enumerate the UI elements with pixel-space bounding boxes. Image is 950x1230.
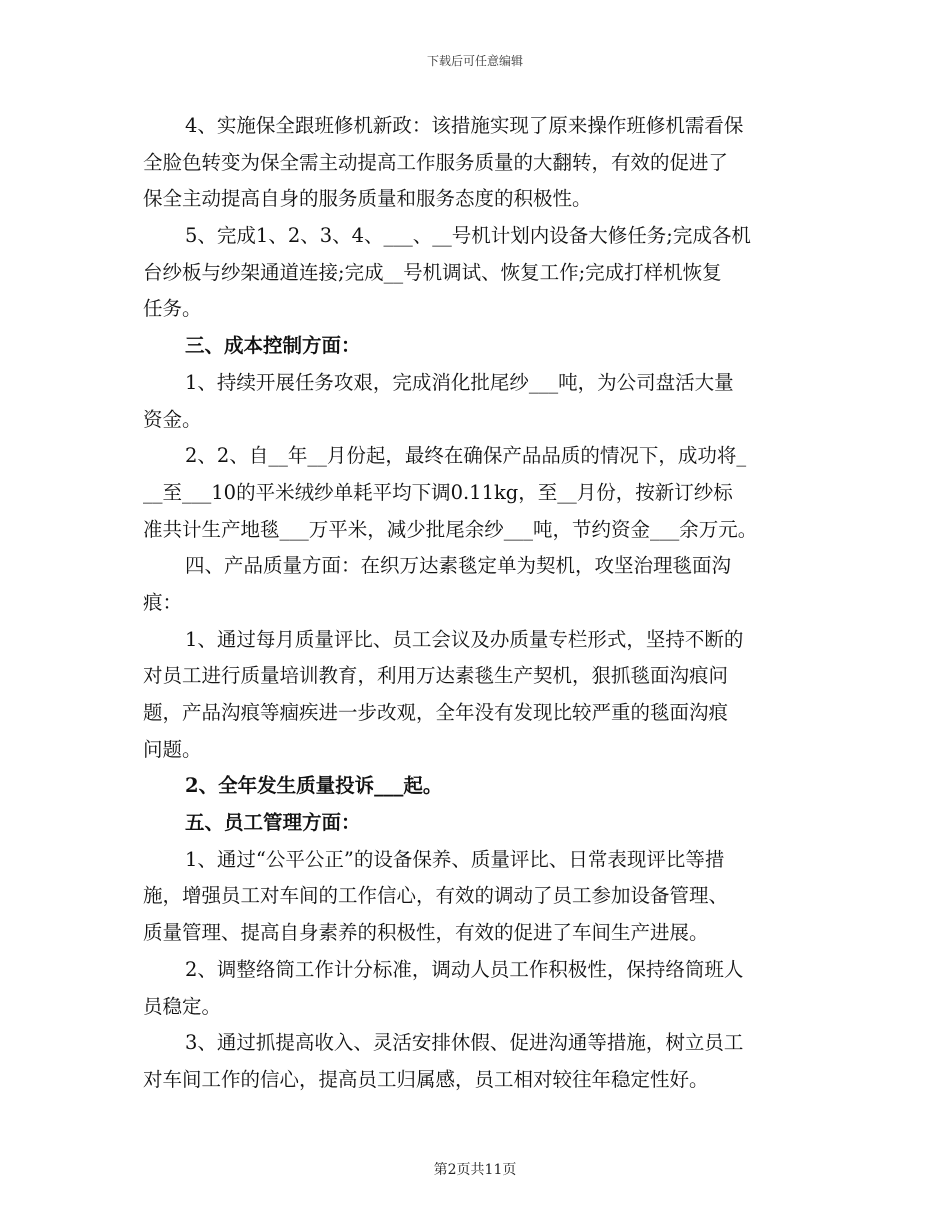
paragraph-line: 任务。 <box>143 297 202 321</box>
paragraph-line: 施，增强员工对车间的工作信心，有效的调动了员工参加设备管理、 <box>143 884 729 908</box>
paragraph-line: 2、全年发生质量投诉___起。 <box>185 774 443 798</box>
section-heading: 五、员工管理方面： <box>185 811 361 835</box>
page-footer: 第2页共11页 <box>433 1162 517 1178</box>
paragraph-line: __至___10的平米绒纱单耗平均下调0.11kg，至__月份，按新订纱标 <box>143 480 733 504</box>
paragraph-line: 保全主动提高自身的服务质量和服务态度的积极性。 <box>143 187 592 211</box>
paragraph-line: 资金。 <box>143 407 202 431</box>
paragraph-line: 1、持续开展任务攻艰，完成消化批尾纱___吨，为公司盘活大量 <box>185 370 734 394</box>
paragraph-line: 1、通过“公平公正”的设备保养、质量评比、日常表现评比等措 <box>185 847 725 871</box>
paragraph-line: 对车间工作的信心，提高员工归属感，员工相对较往年稳定性好。 <box>143 1067 709 1091</box>
paragraph-line: 3、通过抓提高收入、灵活安排休假、促进沟通等措施，树立员工 <box>185 1031 744 1055</box>
paragraph-line: 台纱板与纱架通道连接;完成__号机调试、恢复工作;完成打样机恢复 <box>143 260 722 284</box>
paragraph-line: 2、2、自__年__月份起，最终在确保产品品质的情况下，成功将_ <box>185 444 747 468</box>
document-body <box>143 108 818 1099</box>
section-heading: 三、成本控制方面： <box>185 334 361 358</box>
section-heading: 四、产品质量方面：在织万达素毯定单为契机，攻坚治理毯面沟 <box>185 554 732 578</box>
paragraph-line: 问题。 <box>143 737 202 761</box>
paragraph-line: 质量管理、提高自身素养的积极性，有效的促进了车间生产进展。 <box>143 921 709 945</box>
paragraph-line: 全脸色转变为保全需主动提高工作服务质量的大翻转，有效的促进了 <box>143 150 729 174</box>
paragraph-line: 2、调整络筒工作计分标准，调动人员工作积极性，保持络筒班人 <box>185 957 744 981</box>
paragraph-line: 对员工进行质量培训教育，利用万达素毯生产契机，狠抓毯面沟痕问 <box>143 664 729 688</box>
page-header: 下载后可任意编辑 <box>426 54 523 68</box>
paragraph-line: 准共计生产地毯___万平米，减少批尾余纱___吨，节约资金___余万元。 <box>143 517 758 541</box>
paragraph-line: 5、完成1、2、3、4、___、__号机计划内设备大修任务;完成各机 <box>185 224 751 248</box>
paragraph-line: 痕： <box>143 590 183 614</box>
paragraph-line: 员稳定。 <box>143 994 222 1018</box>
paragraph-line: 4、实施保全跟班修机新政：该措施实现了原来操作班修机需看保 <box>185 114 744 137</box>
paragraph-line: 1、通过每月质量评比、员工会议及办质量专栏形式，坚持不断的 <box>185 627 744 651</box>
paragraph-line: 题，产品沟痕等痼疾进一步改观，全年没有发现比较严重的毯面沟痕 <box>143 701 729 724</box>
